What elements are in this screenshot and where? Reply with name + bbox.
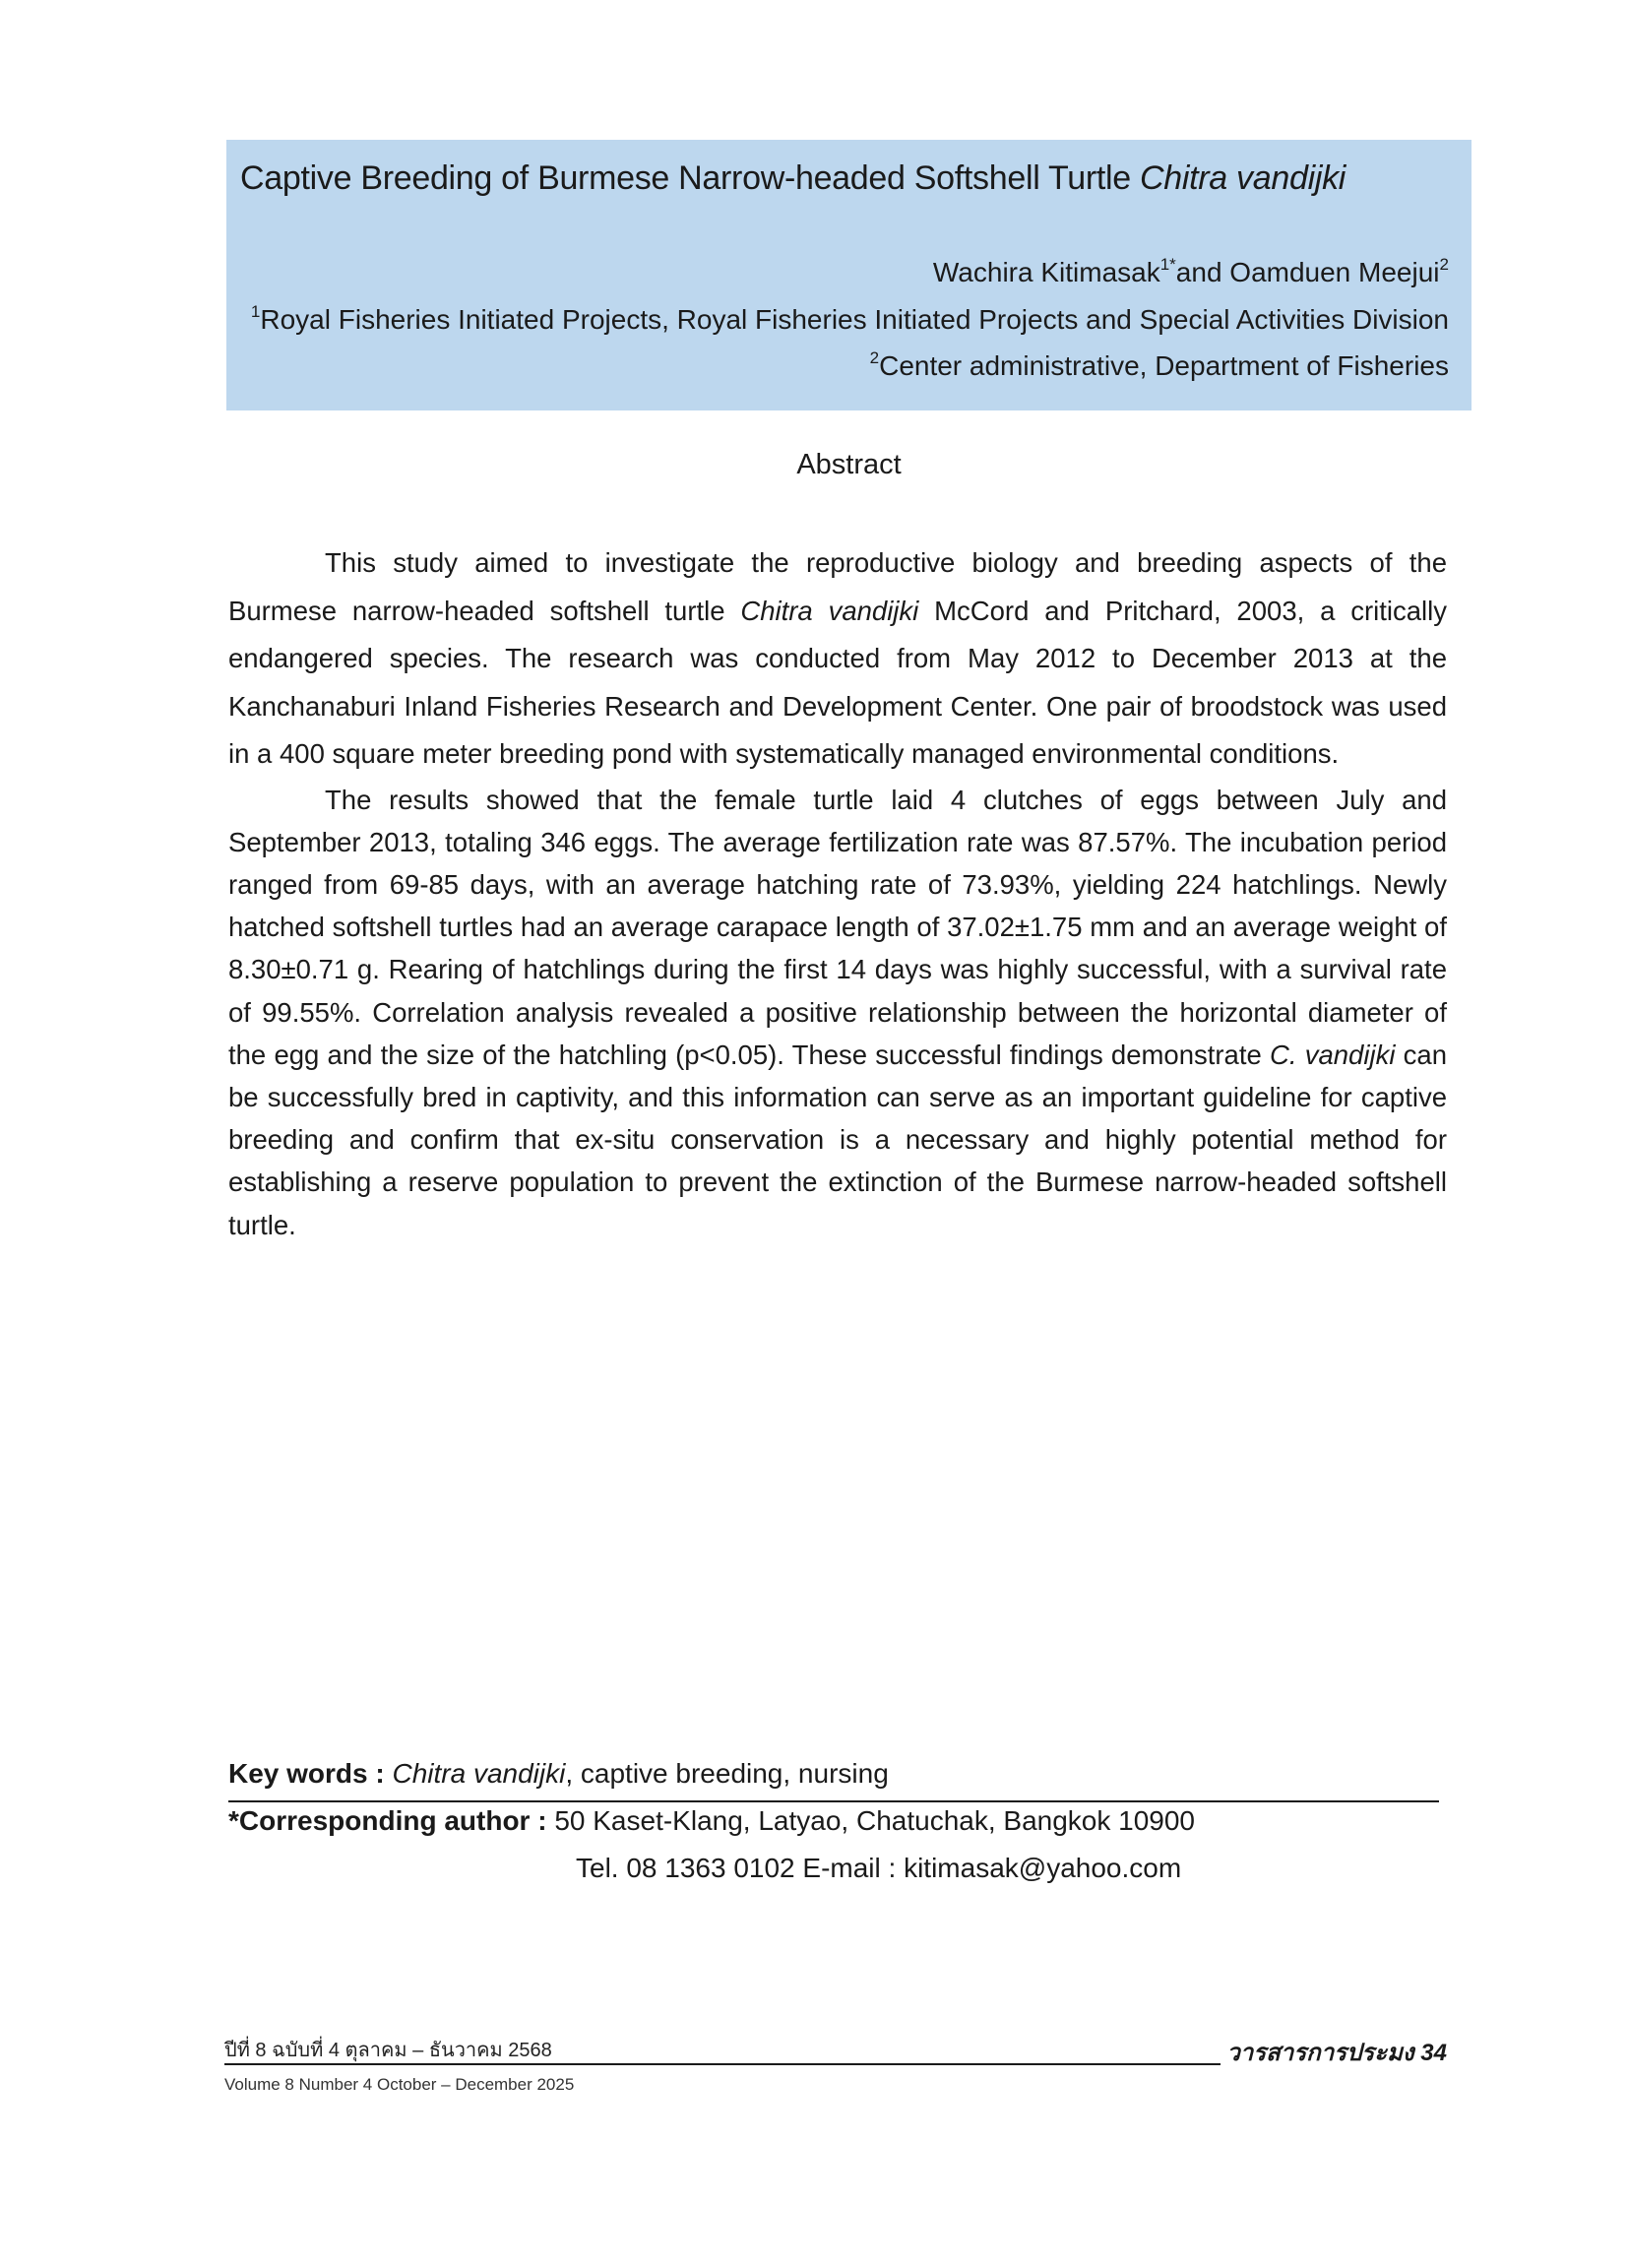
- title-text: Captive Breeding of Burmese Narrow-headed Softshell Turtle: [240, 159, 1140, 197]
- corresponding-author: [228, 1801, 1195, 1841]
- affiliation-2: [870, 346, 1449, 386]
- keywords-species: Chitra vandijki: [392, 1758, 566, 1789]
- footer-issue-thai: ปีที่ 8 ฉบับที่ 4 ตุลาคม – ธันวาคม 2568: [224, 2040, 552, 2061]
- p1-text-b: McCord and Pritchard, 2003, a critically endangered species. The research was conducted from May 2012 to December 2013 at the Kanchanaburi Inland Fisheries Research and Development Center. One pair of broodstock was used in a 400 square meter breeding pond with systematically managed environmental conditions.: [228, 595, 1447, 769]
- p2-species: C. vandijki: [1270, 1039, 1396, 1070]
- author-1: Wachira Kitimasak: [932, 257, 1160, 287]
- affiliation-1: [251, 300, 1449, 340]
- p2-text-b: can be successfully bred in captivity, and this information can serve as an important guideline for captive breeding and confirm that ex-situ conservation is a necessary and highly potential method for establishing a reserve population to prevent the extinction of the Burmese narrow-headed softshell turtle.: [228, 1039, 1447, 1240]
- affiliation-1-text: Royal Fisheries Initiated Projects, Royal Fisheries Initiated Projects and Special Activities Division: [260, 304, 1449, 335]
- title-species: Chitra vandijki: [1140, 159, 1346, 197]
- author-2-sup: 2: [1439, 255, 1449, 274]
- affiliation-1-sup: 1: [250, 302, 261, 321]
- author-1-sup: 1*: [1159, 255, 1176, 274]
- footer-journal-page: วารสารการประมง 34: [1221, 2039, 1447, 2068]
- abstract-body: [228, 539, 1447, 1246]
- author-join: and Oamduen Meejui: [1175, 257, 1440, 287]
- affiliation-2-sup: 2: [869, 348, 880, 367]
- p2-text-a: The results showed that the female turtle laid 4 clutches of eggs between July and September 2013, totaling 346 eggs. The average fertilization rate was 87.57%. The incubation period ranged from 69-85 days, with an average hatching rate of 73.93%, yielding 224 hatchlings. Newly hatched softshell turtles had an average carapace length of 37.02±1.75 mm and an average weight of 8.30±0.71 g. Rearing of hatchlings during the first 14 days was highly successful, with a survival rate of 99.55%. Correlation analysis revealed a positive relationship between the horizontal diameter of the egg and the size of the hatchling (p<0.05). These successful findings demonstrate: [228, 784, 1447, 1070]
- authors: [933, 253, 1449, 292]
- keywords-label: Key words :: [228, 1758, 393, 1789]
- abstract-heading: Abstract: [796, 449, 902, 480]
- footer-issue-english: Volume 8 Number 4 October – December 2025: [224, 2075, 575, 2094]
- abstract-paragraph-1: [228, 539, 1447, 779]
- p1-species: Chitra vandijki: [740, 595, 919, 626]
- title-block: [226, 140, 1471, 410]
- affiliation-2-text: Center administrative, Department of Fisheries: [879, 350, 1449, 381]
- abstract-paragraph-2: [228, 779, 1447, 1246]
- keywords-rest: , captive breeding, nursing: [565, 1758, 889, 1789]
- p1-text-a: This study aimed to investigate the reproductive biology and breeding aspects of the Burmese narrow-headed softshell turtle: [228, 547, 1447, 626]
- corresponding-contact: Tel. 08 1363 0102 E-mail : kitimasak@yahoo.com: [576, 1853, 1182, 1883]
- keywords: [228, 1754, 1439, 1794]
- corresponding-address: 50 Kaset-Klang, Latyao, Chatuchak, Bangkok 10900: [554, 1805, 1195, 1836]
- corresponding-label: *Corresponding author :: [228, 1805, 555, 1836]
- paper-title: [240, 154, 1461, 203]
